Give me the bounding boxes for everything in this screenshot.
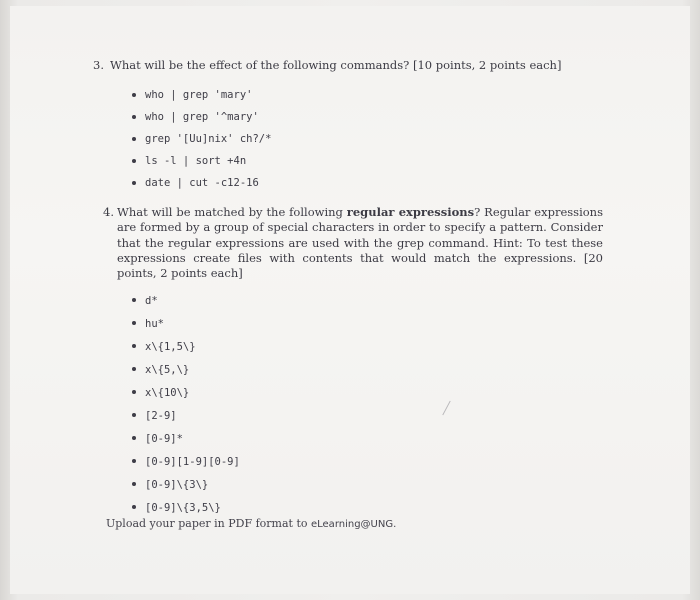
regex-item-text: x\{10\} <box>145 386 190 399</box>
question-3-command-list <box>132 84 271 194</box>
question-4-text-intro: What will be matched by the following <box>117 205 347 219</box>
command-item <box>132 150 271 172</box>
bullet-icon <box>132 181 136 185</box>
regex-item <box>132 473 240 496</box>
question-4-regex-list <box>132 289 240 519</box>
regex-item <box>132 289 240 312</box>
upload-instruction <box>106 517 396 530</box>
question-4-text-rest: ? Regular expressions are formed by a group of special characters in order to specify a pattern. Consider that the regular expressions are used with the grep command. Hint: To test these expressions create files with contents that would match the expressions. [20 points, 2 points each] <box>117 205 603 281</box>
regex-item-text: [0-9]\{3\} <box>145 478 209 491</box>
regex-item-text: x\{1,5\} <box>145 340 196 353</box>
command-item-text: who | grep 'mary' <box>145 89 253 101</box>
regex-item <box>132 496 240 519</box>
regex-item-text: [0-9]* <box>145 432 183 445</box>
command-item-text: grep '[Uu]nix' ch?/* <box>145 133 272 145</box>
upload-email: eLearning@UNG. <box>310 519 397 530</box>
command-item-text: who | grep '^mary' <box>145 111 259 123</box>
bullet-icon <box>132 459 136 463</box>
question-4-text-bold: regular expressions <box>346 205 475 219</box>
bullet-icon <box>132 436 136 440</box>
command-item <box>132 106 271 128</box>
bullet-icon <box>132 137 136 141</box>
regex-item <box>132 335 240 358</box>
regex-item <box>132 404 240 427</box>
regex-item-text: hu* <box>145 317 164 330</box>
bullet-icon <box>132 159 136 163</box>
regex-item-text: [0-9]\{3,5\} <box>145 501 221 514</box>
upload-instruction-text: Upload your paper in PDF format to <box>106 517 311 530</box>
bullet-icon <box>132 482 136 486</box>
command-item <box>132 128 271 150</box>
bullet-icon <box>132 505 136 509</box>
question-4-number: 4. <box>103 205 114 219</box>
bullet-icon <box>132 115 136 119</box>
regex-item-text: [2-9] <box>145 409 177 422</box>
bullet-icon <box>132 298 136 302</box>
question-3-text: What will be the effect of the following commands? [10 points, 2 points each] <box>110 58 562 72</box>
question-4-text <box>117 205 603 281</box>
paper-sheet <box>10 6 690 594</box>
command-item <box>132 172 271 194</box>
regex-item <box>132 450 240 473</box>
bullet-icon <box>132 321 136 325</box>
regex-item-text: [0-9][1-9][0-9] <box>145 455 240 468</box>
question-3 <box>93 58 561 73</box>
regex-item <box>132 358 240 381</box>
question-3-number: 3. <box>93 58 104 72</box>
bullet-icon <box>132 367 136 371</box>
regex-item-text: d* <box>145 294 158 307</box>
question-4 <box>103 205 603 281</box>
bullet-icon <box>132 390 136 394</box>
bullet-icon <box>132 344 136 348</box>
bullet-icon <box>132 93 136 97</box>
command-item-text: date | cut -c12-16 <box>145 177 259 189</box>
regex-item <box>132 427 240 450</box>
command-item-text: ls -l | sort +4n <box>145 155 247 167</box>
regex-item <box>132 381 240 404</box>
regex-item <box>132 312 240 335</box>
bullet-icon <box>132 413 136 417</box>
regex-item-text: x\{5,\} <box>145 363 190 376</box>
command-item <box>132 84 271 106</box>
